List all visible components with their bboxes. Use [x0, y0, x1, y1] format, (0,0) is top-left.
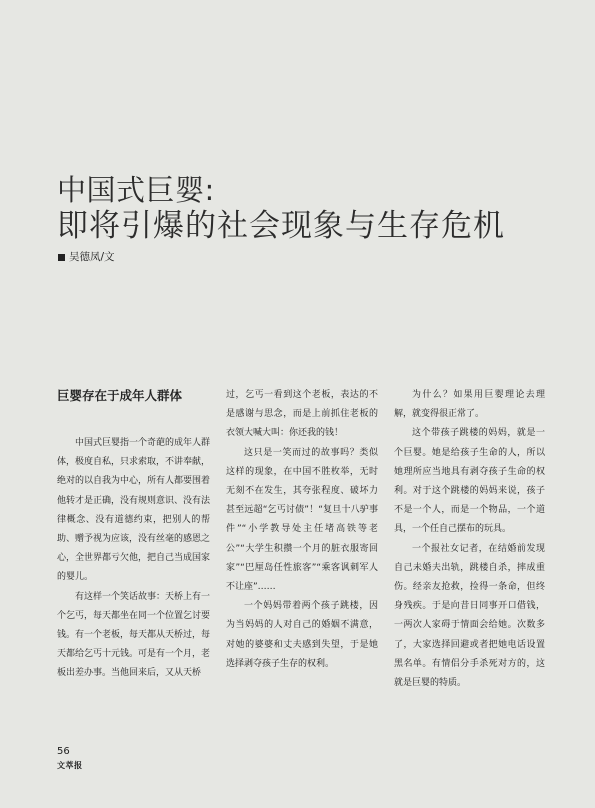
column-3 — [394, 386, 545, 693]
paragraph: 这只是一笑而过的故事吗？类似这样的现象，在中国不胜枚举，无时无刻不在发生，其夸张程度、破坏力甚至远超“乞丐讨债”！“复旦十八驴事件”“小学教导处主任堵高铁等老公”“大学生积攒一个月的脏衣服寄回家”“巴厘岛任性旅客”“乘客讽刺军人不让座”…… — [226, 447, 378, 593]
paragraph: 为什么？如果用巨婴理论去理解，就变得很正常了。 — [394, 390, 545, 420]
section-subhead: 巨婴存在于成年人群体 — [57, 388, 183, 403]
paragraph: 过，乞丐一看到这个老板，表达的不是感谢与思念，而是上前抓住老板的衣领大喊大叫：你还我的钱！ — [226, 390, 378, 439]
column-2 — [226, 386, 378, 674]
column-1 — [57, 386, 210, 684]
paragraph: 中国式巨婴指一个奇葩的成年人群体，极度自私，只求索取，不讲奉献，绝对的以自我为中心，所有人都要围着他转才是正确，没有规则意识、没有法律概念、没有道德约束，把别人的帮助、赠予视为应该，没有丝毫的感恩之心，全世界都亏欠他，把自己当成国家的婴儿。 — [57, 438, 211, 583]
article-title-line1: 中国式巨婴: — [57, 173, 215, 207]
byline — [58, 251, 115, 264]
magazine-logo: 文萃报 — [57, 761, 83, 770]
paragraph: 有这样一个笑话故事：天桥上有一个乞丐，每天都坐在同一个位置乞讨要钱。有一个老板，每天都从天桥过，每天都给乞丐十元钱。可是有一个月，老板出差办事。当他回来后，又从天桥 — [57, 591, 211, 679]
article-title-line2: 即将引爆的社会现象与生存危机 — [57, 208, 505, 244]
paragraph: 一个报社女记者，在结婚前发现自己未婚夫出轨，跳楼自杀，摔成重伤。经亲友抢救，捡得一条命，但终身残疾。于是向昔日同事开口借钱，一两次人家碍于情面会给她。次数多了，大家选择回避或者把她电话设置黑名单。有情侣分手杀死对方的，这就是巨婴的特质。 — [394, 543, 545, 689]
paragraph: 这个带孩子跳楼的妈妈，就是一个巨婴。她是给孩子生命的人，所以她理所应当地具有剥夺孩子生命的权利。对于这个跳楼的妈妈来说，孩子不是一个人，而是一个物品，一个道具，一个任自己摆布的玩具。 — [394, 428, 545, 535]
square-bullet-icon — [58, 254, 65, 261]
paragraph: 一个妈妈带着两个孩子跳楼，因为当妈妈的人对自己的婚姻不满意，对她的婆婆和丈夫感到失望，于是她选择剥夺孩子生存的权利。 — [226, 601, 378, 669]
page-number: 56 — [57, 746, 70, 757]
author-name: 吴德凤/文 — [69, 251, 115, 263]
